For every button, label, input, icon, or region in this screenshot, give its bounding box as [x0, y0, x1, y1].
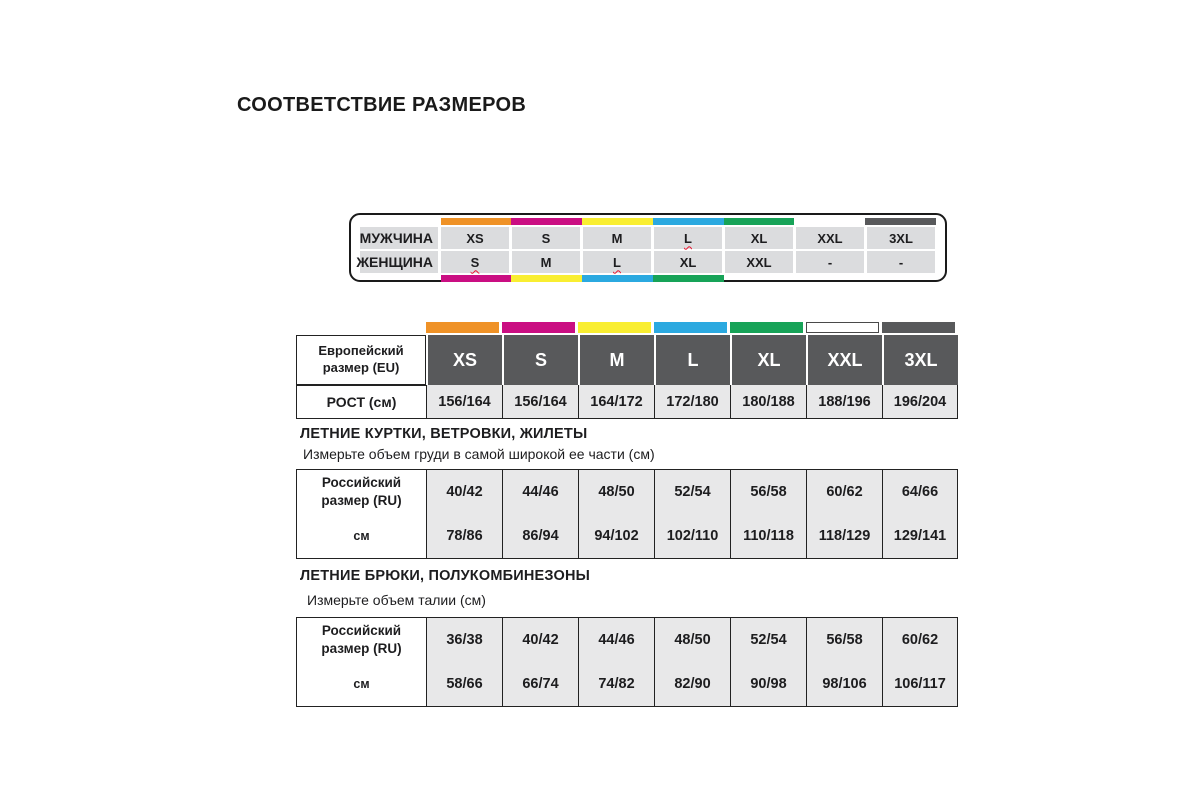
ru-size-value: 44/46 — [578, 618, 654, 662]
size-text: M — [611, 230, 623, 246]
gender-box-bottom-color-bars — [360, 275, 936, 282]
gender-size-cell — [725, 251, 793, 273]
size-text: L — [684, 230, 692, 246]
section-title: ЛЕТНИЕ БРЮКИ, ПОЛУКОМБИНЕЗОНЫ — [300, 568, 591, 584]
cm-row — [296, 662, 958, 707]
color-bar-3xl — [865, 218, 936, 225]
gender-size-cell — [796, 251, 864, 273]
size-text: XS — [466, 230, 484, 246]
color-bar-spacer — [724, 275, 795, 282]
color-bar-xl — [724, 218, 795, 225]
eu-size-label: Европейский размер (EU) — [296, 335, 426, 385]
eu-size-xs: XS — [428, 335, 502, 385]
size-text: 3XL — [889, 230, 913, 246]
column-bar-xl — [730, 322, 803, 333]
color-bar-s — [511, 218, 582, 225]
cm-value: 102/110 — [654, 514, 730, 558]
height-value: 172/180 — [654, 385, 730, 418]
size-text: - — [827, 254, 833, 270]
column-bar-s — [502, 322, 575, 333]
ru-size-value: 40/42 — [426, 470, 502, 514]
size-text: S — [541, 230, 551, 246]
column-bar-xxl — [806, 322, 879, 333]
bar-offset-spacer — [360, 275, 441, 282]
table-section — [296, 419, 958, 559]
ru-size-value: 44/46 — [502, 470, 578, 514]
cm-value: 129/141 — [882, 514, 958, 558]
men-sizes-row — [360, 227, 936, 249]
gender-label-women: ЖЕНЩИНА — [360, 251, 438, 273]
column-bar-l — [654, 322, 727, 333]
gender-size-cell — [512, 251, 580, 273]
eu-size-l: L — [656, 335, 730, 385]
gender-size-cell — [654, 251, 722, 273]
eu-size-m: M — [580, 335, 654, 385]
cm-value: 110/118 — [730, 514, 806, 558]
section-band — [296, 419, 958, 469]
size-text: M — [540, 254, 552, 270]
eu-size-s: S — [504, 335, 578, 385]
ru-size-value: 48/50 — [654, 618, 730, 662]
ru-size-value: 40/42 — [502, 618, 578, 662]
cm-value: 94/102 — [578, 514, 654, 558]
color-bar-l — [653, 218, 724, 225]
gender-size-cell — [725, 227, 793, 249]
color-bar-xl — [653, 275, 724, 282]
gender-box-top-color-bars — [360, 218, 936, 225]
gender-size-cell — [512, 227, 580, 249]
ru-size-value: 48/50 — [578, 470, 654, 514]
cm-value: 66/74 — [502, 662, 578, 706]
size-text: S — [470, 254, 480, 270]
gender-size-cell — [654, 227, 722, 249]
height-value: 156/164 — [426, 385, 502, 418]
table-sections — [296, 419, 958, 707]
color-bar-m — [511, 275, 582, 282]
color-bar-l — [582, 275, 653, 282]
gender-size-cell — [867, 227, 935, 249]
cm-value: 78/86 — [426, 514, 502, 558]
women-sizes-row — [356, 251, 936, 273]
ru-size-row — [296, 469, 958, 514]
ru-size-value: 60/62 — [806, 470, 882, 514]
section-subtitle: Измерьте объем талии (см) — [307, 592, 486, 608]
column-bar-xs — [426, 322, 499, 333]
cm-value: 118/129 — [806, 514, 882, 558]
bar-offset-spacer — [360, 218, 441, 225]
page-title: СООТВЕТСТВИЕ РАЗМЕРОВ — [237, 94, 527, 116]
column-bar-3xl — [882, 322, 955, 333]
cm-value: 90/98 — [730, 662, 806, 706]
eu-size-xl: XL — [732, 335, 806, 385]
color-bar-spacer — [794, 218, 865, 225]
section-band — [296, 559, 958, 617]
section-title: ЛЕТНИЕ КУРТКИ, ВЕТРОВКИ, ЖИЛЕТЫ — [300, 426, 588, 442]
color-bar-xs — [441, 218, 512, 225]
ru-size-value: 64/66 — [882, 470, 958, 514]
table-column-color-bars — [426, 322, 958, 333]
height-value: 156/164 — [502, 385, 578, 418]
ru-size-value: 60/62 — [882, 618, 958, 662]
color-bar-s — [441, 275, 512, 282]
ru-size-value: 36/38 — [426, 618, 502, 662]
ru-size-label: Российский размер (RU) — [296, 618, 426, 662]
ru-size-row — [296, 617, 958, 662]
size-text: - — [898, 254, 904, 270]
height-value: 188/196 — [806, 385, 882, 418]
gender-size-cell — [796, 227, 864, 249]
cm-value: 86/94 — [502, 514, 578, 558]
size-text: L — [613, 254, 621, 270]
cm-value: 82/90 — [654, 662, 730, 706]
color-bar-m — [582, 218, 653, 225]
cm-label: см — [296, 514, 426, 558]
ru-size-value: 56/58 — [806, 618, 882, 662]
eu-size-xxl: XXL — [808, 335, 882, 385]
gender-size-cell — [441, 251, 509, 273]
cm-value: 74/82 — [578, 662, 654, 706]
cm-value: 98/106 — [806, 662, 882, 706]
size-text: XL — [750, 230, 768, 246]
table-section — [296, 559, 958, 707]
gender-size-cell — [583, 227, 651, 249]
size-text: XL — [679, 254, 697, 270]
ru-size-value: 56/58 — [730, 470, 806, 514]
height-label: РОСТ (см) — [296, 385, 426, 418]
gender-size-cell — [867, 251, 935, 273]
gender-size-cell — [441, 227, 509, 249]
gender-size-cell — [583, 251, 651, 273]
height-row — [296, 385, 958, 419]
size-text: XXL — [746, 254, 772, 270]
eu-size-3xl: 3XL — [884, 335, 958, 385]
ru-size-value: 52/54 — [654, 470, 730, 514]
color-bar-spacer — [865, 275, 936, 282]
height-value: 196/204 — [882, 385, 958, 418]
eu-size-header-row — [296, 335, 958, 385]
cm-value: 58/66 — [426, 662, 502, 706]
color-bar-spacer — [794, 275, 865, 282]
cm-label: см — [296, 662, 426, 706]
column-bar-m — [578, 322, 651, 333]
ru-size-value: 52/54 — [730, 618, 806, 662]
ru-size-label: Российский размер (RU) — [296, 470, 426, 514]
cm-row — [296, 514, 958, 559]
size-table — [296, 322, 958, 707]
section-subtitle: Измерьте объем груди в самой широкой ее части (см) — [303, 446, 655, 462]
gender-size-box — [349, 213, 947, 282]
height-value: 164/172 — [578, 385, 654, 418]
cm-value: 106/117 — [882, 662, 958, 706]
height-value: 180/188 — [730, 385, 806, 418]
gender-label-men: МУЖЧИНА — [360, 227, 438, 249]
size-text: XXL — [817, 230, 843, 246]
